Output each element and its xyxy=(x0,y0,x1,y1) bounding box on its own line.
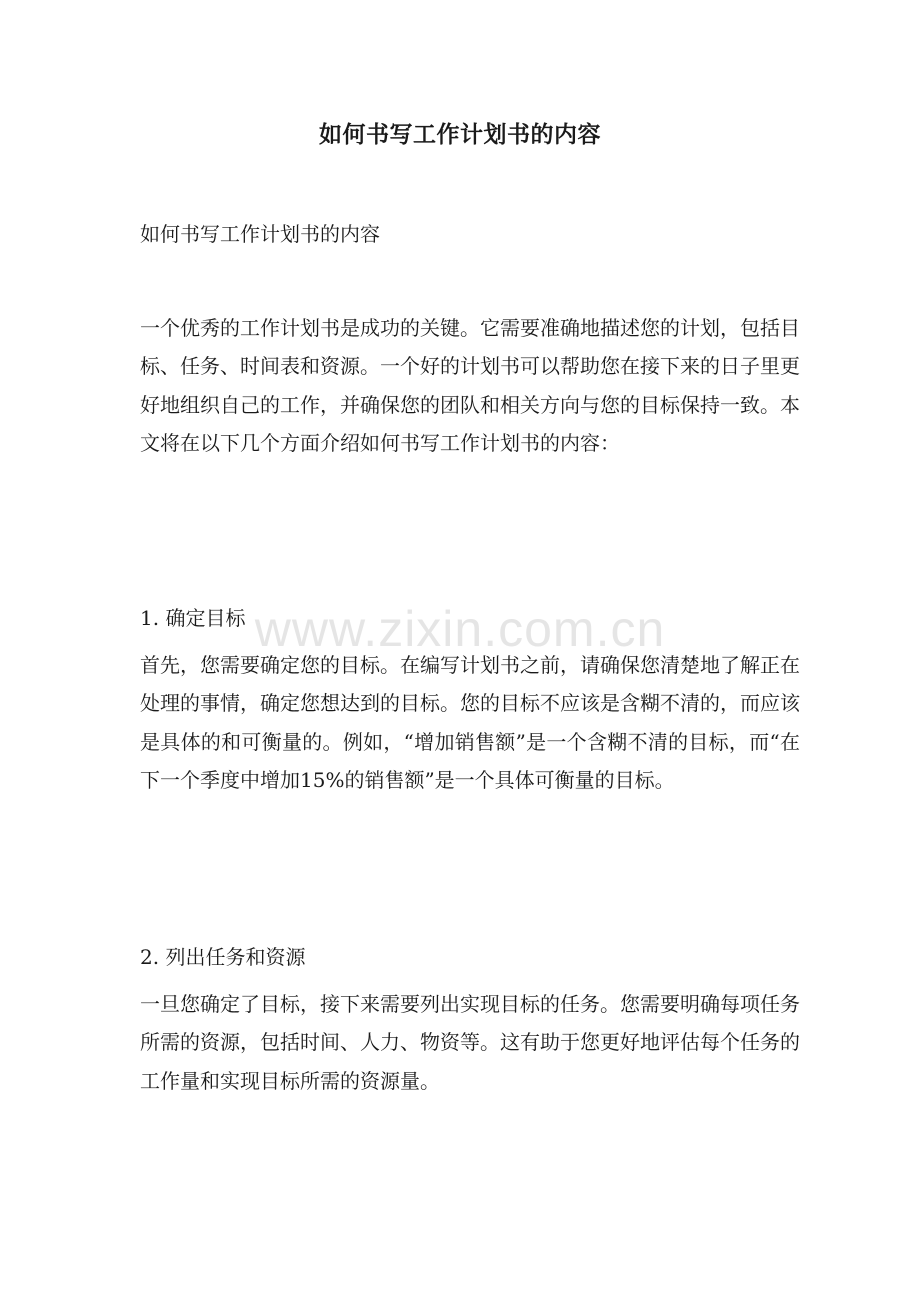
watermark: www.zixin.com.cn xyxy=(254,601,666,657)
section-body-1: 首先，您需要确定您的目标。在编写计划书之前，请确保您清楚地了解正在处理的事情，确定您想达到的目标。您的目标不应该是含糊不清的，而应该是具体的和可衡量的。例如，“增加销售额”是一个含糊不清的目标，而“在下一个季度中增加15%的销售额”是一个具体可衡量的目标。 xyxy=(140,653,800,793)
section-heading-2: 2. 列出任务和资源 xyxy=(140,945,306,969)
section-body-2: 一旦您确定了目标，接下来需要列出实现目标的任务。您需要明确每项任务所需的资源，包括时间、人力、物资等。这有助于您更好地评估每个任务的工作量和实现目标所需的资源量。 xyxy=(140,992,800,1093)
intro-paragraph: 一个优秀的工作计划书是成功的关键。它需要准确地描述您的计划，包括目标、任务、时间表和资源。一个好的计划书可以帮助您在接下来的日子里更好地组织自己的工作，并确保您的团队和相关方向与您的目标保持一致。本文将在以下几个方面介绍如何书写工作计划书的内容： xyxy=(140,316,800,456)
document-subtitle: 如何书写工作计划书的内容 xyxy=(140,222,380,246)
section-heading-1: 1. 确定目标 xyxy=(140,606,246,630)
document-title: 如何书写工作计划书的内容 xyxy=(319,121,601,148)
